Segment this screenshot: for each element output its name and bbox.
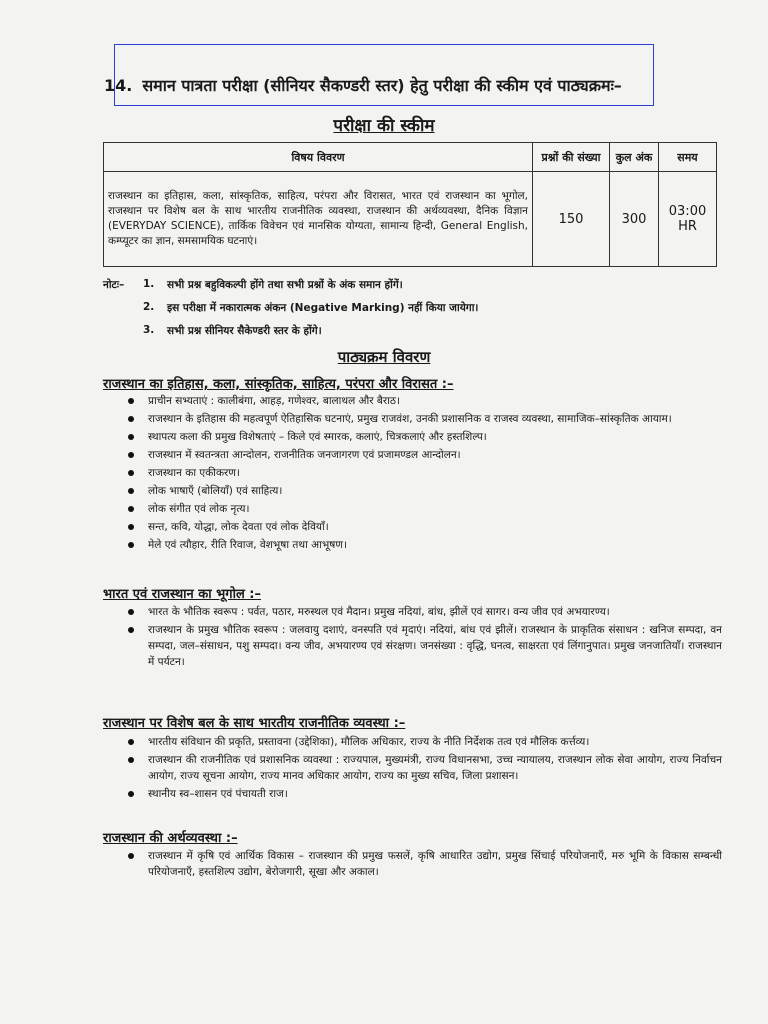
table-header-row [104, 143, 717, 172]
list-item: भारतीय संविधान की प्रकृति, प्रस्तावना (उद्देशिका), मौलिक अधिकार, राज्य के नीति निर्देशक तत्व एवं मौलिक कर्त्तव्य। [128, 734, 722, 750]
list-item: भारत के भौतिक स्वरूप : पर्वत, पठार, मरुस्थल एवं मैदान। प्रमुख नदियां, बांध, झीलें एवं सागर। वन्य जीव एवं अभयारण्य। [128, 604, 722, 620]
document-page: 14. समान पात्रता परीक्षा (सीनियर सैकण्डरी स्तर) हेतु परीक्षा की स्कीम एवं पाठ्यक्रमः– परीक्षा की स्कीम विषय विवरण प्रश्नों की संख्या कुल अंक समय राजस्थान का इतिहास, कला, सांस्कृतिक, साहित्य, परंपरा और विरासत, भारत एवं राजस्थान का भूगोल, राजस्थान पर विशेष बल के साथ भारतीय राजनीतिक व्यवस्था, राजस्थान की अर्थव्यवस्था, दैनिक विज्ञान (EVERYDAY SCIENCE), तार्किक विवेचन एवं मानसिक योग्यता, सामान्य हिन्दी, General English, कम्प्यूटर का ज्ञान, समसामयिक घटनाएं। 150 300 03:00 HR नोटः– 1. सभी प्रश्न बहुविकल्पी होंगे तथा सभी प्रश्नों के अंक समान होंगें। 2. इस परीक्षा में नकारात्मक अंकन (Negative Marking) नहीं किया जायेगा। 3. सभी प्रश्न सीनियर सैकेण्डरी स्तर के होंगे। पाठ्यक्रम विवरण राजस्थान का इतिहास, कला, सांस्कृतिक, साहित्य, परंपरा और विरासत :– प्राचीन सभ्यताएं : कालीबंगा, आहड़, गणेश्वर, बालाथल और बैराठ। राजस्थान के इतिहास की महत्वपूर्ण ऐतिहासिक घटनाएं, प्रमुख राजवंश, उनकी प्रशासनिक व राजस्व व्यवस्था, सामाजिक–सांस्कृतिक आयाम। स्थापत्य कला की प्रमुख विशेषताएं – किले एवं स्मारक, कलाएं, चित्रकलाएं और हस्तशिल्प। राजस्थान में स्वतन्त्रता आन्दोलन, राजनीतिक जनजागरण एवं प्रजामण्डल आन्दोलन। राजस्थान का एकीकरण। लोक भाषाएँ (बोलियाँ) एवं साहित्य। लोक संगीत एवं लोक नृत्य। सन्त, कवि, योद्धा, लोक देवता एवं लोक देवियाँ। मेले एवं त्यौहार, रीति रिवाज, वेशभूषा तथा आभूषण। भारत एवं राजस्थान का भूगोल :– भारत के भौतिक स्वरूप : पर्वत, पठार, मरुस्थल एवं मैदान। प्रमुख नदियां, बांध, झीलें एवं सागर। वन्य जीव एवं अभयारण्य। राजस्थान के प्रमुख भौतिक स्वरूप : जलवायु दशाएं, वनस्पति एवं मृदाएं। नदियां, बांध एवं झीलें। राजस्थान के प्राकृतिक संसाधन : खनिज सम्पदा, वन सम्पदा, जल–संसाधन, पशु सम्पदा। वन्य जीव, अभयारण्य एवं संरक्षण। जनसंख्या : वृद्धि, घनत्व, साक्षरता एवं लिंगानुपात। प्रमुख जनजातियाँ। राजस्थान में पर्यटन। राजस्थान पर विशेष बल के साथ भारतीय राजनीतिक व्यवस्था :– भारतीय संविधान की प्रकृति, प्रस्तावना (उद्देशिका), मौलिक अधिकार, राज्य के नीति निर्देशक तत्व एवं मौलिक कर्त्तव्य। राजस्थान की राजनीतिक एवं प्रशासनिक व्यवस्था : राज्यपाल, मुख्यमंत्री, राज्य विधानसभा, उच्च न्यायालय, राजस्थान लोक सेवा आयोग, राज्य निर्वाचन आयोग, राज्य सूचना आयोग, राज्य मानव अधिकार आयोग, राज्य का मुख्य सचिव, जिला प्रशासन। स्थानीय स्व–शासन एवं पंचायती राज। राजस्थान की अर्थव्यवस्था :– राजस्थान में कृषि एवं आर्थिक विकास – राजस्थान की प्रमुख फसलें, कृषि आधारित उद्योग, प्रमुख सिंचाई परियोजनाएँ, मरु भूमि के विकास सम्बन्धी परियोजनाएँ, हस्तशिल्प उद्योग, बेरोजगारी, सूखा और अकाल। [0, 0, 768, 1024]
list-item: मेले एवं त्यौहार, रीति रिवाज, वेशभूषा तथा आभूषण। [128, 537, 722, 553]
subject-cell: राजस्थान का इतिहास, कला, सांस्कृतिक, साहित्य, परंपरा और विरासत, भारत एवं राजस्थान का भूगोल, राजस्थान पर विशेष बल के साथ भारतीय राजनीतिक व्यवस्था, राजस्थान की अर्थव्यवस्था, दैनिक विज्ञान (EVERYDAY SCIENCE), तार्किक विवेचन एवं मानसिक योग्यता, सामान्य हिन्दी, General English, कम्प्यूटर का ज्ञान, समसामयिक घटनाएं। [104, 172, 533, 267]
heading-number: 14. [104, 76, 133, 95]
section-list-history [128, 393, 722, 555]
section-list-geography [128, 604, 722, 672]
syllabus-title: पाठ्यक्रम विवरण [337, 348, 431, 366]
list-item: राजस्थान में स्वतन्त्रता आन्दोलन, राजनीतिक जनजागरण एवं प्रजामण्डल आन्दोलन। [128, 447, 722, 463]
list-item: लोक संगीत एवं लोक नृत्य। [128, 501, 722, 517]
list-item: राजस्थान के प्रमुख भौतिक स्वरूप : जलवायु दशाएं, वनस्पति एवं मृदाएं। नदियां, बांध एवं झीलें। राजस्थान के प्राकृतिक संसाधन : खनिज सम्पदा, वन सम्पदा, जल–संसाधन, पशु सम्पदा। वन्य जीव, अभयारण्य एवं संरक्षण। जनसंख्या : वृद्धि, घनत्व, साक्षरता एवं लिंगानुपात। प्रमुख जनजातियाँ। राजस्थान में पर्यटन। [128, 622, 722, 670]
document-heading [104, 74, 704, 96]
section-title-polity: राजस्थान पर विशेष बल के साथ भारतीय राजनीतिक व्यवस्था :– [103, 716, 406, 731]
section-list-economy [128, 848, 722, 882]
section-title-economy: राजस्थान की अर्थव्यवस्था :– [103, 831, 238, 846]
section-title-history: राजस्थान का इतिहास, कला, सांस्कृतिक, साहित्य, परंपरा और विरासत :– [103, 377, 454, 392]
marks-cell: 300 [610, 172, 659, 267]
scheme-title: परीक्षा की स्कीम [333, 116, 435, 136]
col-subject-header: विषय विवरण [104, 143, 533, 172]
section-title-geography: भारत एवं राजस्थान का भूगोल :– [103, 587, 261, 602]
list-item: राजस्थान का एकीकरण। [128, 465, 722, 481]
list-item: सन्त, कवि, योद्धा, लोक देवता एवं लोक देवियाँ। [128, 519, 722, 535]
time-cell: 03:00 HR [659, 172, 717, 267]
list-item: स्थानीय स्व–शासन एवं पंचायती राज। [128, 786, 722, 802]
col-time-header: समय [659, 143, 717, 172]
questions-cell: 150 [533, 172, 610, 267]
table-row [104, 172, 717, 267]
list-item: राजस्थान की राजनीतिक एवं प्रशासनिक व्यवस्था : राज्यपाल, मुख्यमंत्री, राज्य विधानसभा, उच्च न्यायालय, राजस्थान लोक सेवा आयोग, राज्य निर्वाचन आयोग, राज्य सूचना आयोग, राज्य मानव अधिकार आयोग, राज्य का मुख्य सचिव, जिला प्रशासन। [128, 752, 722, 784]
list-item: राजस्थान में कृषि एवं आर्थिक विकास – राजस्थान की प्रमुख फसलें, कृषि आधारित उद्योग, प्रमुख सिंचाई परियोजनाएँ, मरु भूमि के विकास सम्बन्धी परियोजनाएँ, हस्तशिल्प उद्योग, बेरोजगारी, सूखा और अकाल। [128, 848, 722, 880]
col-marks-header: कुल अंक [610, 143, 659, 172]
scheme-table [103, 142, 717, 267]
heading-text: समान पात्रता परीक्षा (सीनियर सैकण्डरी स्तर) हेतु परीक्षा की स्कीम एवं पाठ्यक्रमः– [142, 76, 622, 95]
list-item: स्थापत्य कला की प्रमुख विशेषताएं – किले एवं स्मारक, कलाएं, चित्रकलाएं और हस्तशिल्प। [128, 429, 722, 445]
col-questions-header: प्रश्नों की संख्या [533, 143, 610, 172]
list-item: लोक भाषाएँ (बोलियाँ) एवं साहित्य। [128, 483, 722, 499]
section-list-polity [128, 734, 722, 804]
notes-label: नोटः– [103, 279, 125, 291]
list-item: राजस्थान के इतिहास की महत्वपूर्ण ऐतिहासिक घटनाएं, प्रमुख राजवंश, उनकी प्रशासनिक व राजस्व व्यवस्था, सामाजिक–सांस्कृतिक आयाम। [128, 411, 722, 427]
list-item: प्राचीन सभ्यताएं : कालीबंगा, आहड़, गणेश्वर, बालाथल और बैराठ। [128, 393, 722, 409]
